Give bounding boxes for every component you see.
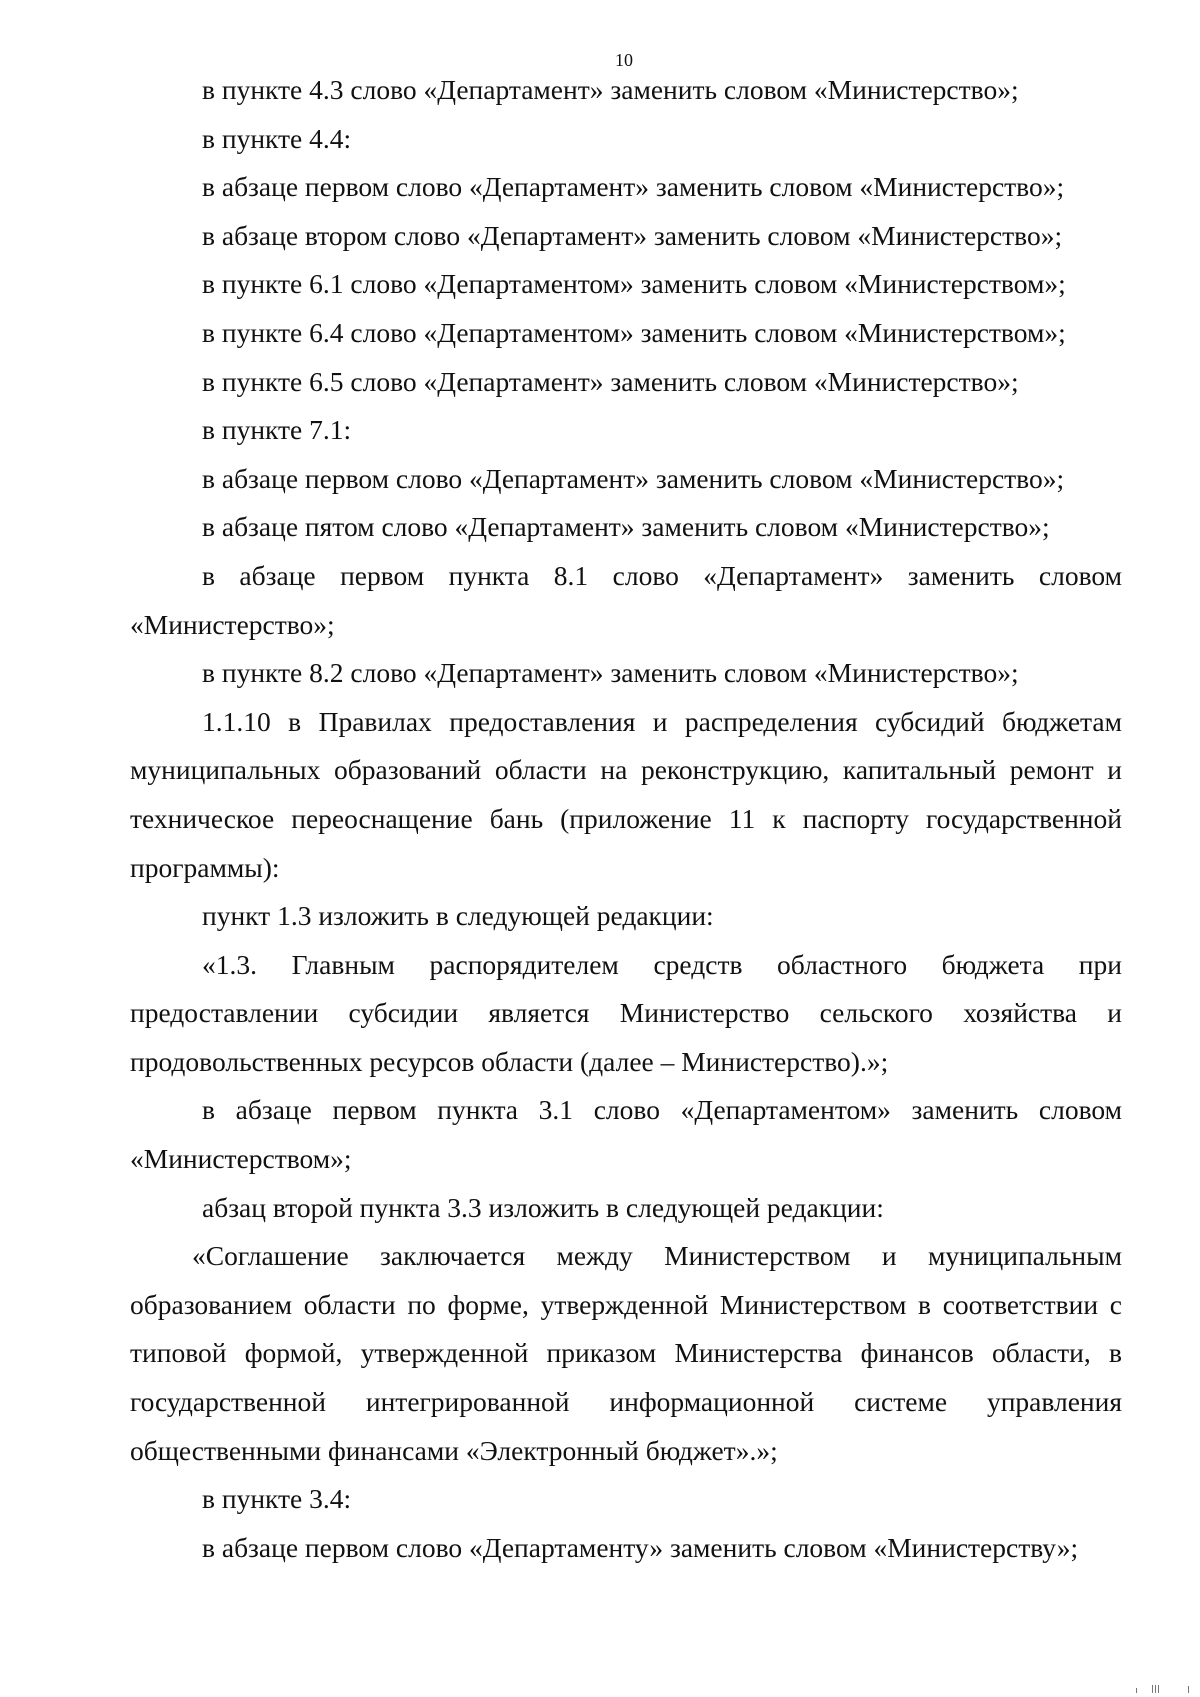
paragraph-3: в абзаце первом слово «Департамент» заменить словом «Министерство»; — [202, 171, 1065, 203]
paragraph-15: «1.3. Главным распорядителем средств областного бюджета при предоставлении субсидии является Министерство сельского хозяйства и продовольственных ресурсов области (далее – Министерство).»; — [130, 948, 1122, 1077]
paragraph-20: в абзаце первом слово «Департаменту» заменить словом «Министерству»; — [202, 1531, 1079, 1563]
paragraph-17: абзац второй пункта 3.3 изложить в следующей редакции: — [202, 1191, 884, 1223]
paragraph-9: в абзаце первом слово «Департамент» заменить словом «Министерство»; — [202, 462, 1065, 494]
page-number: 10 — [615, 50, 633, 70]
paragraph-18: «Соглашение заключается между Министерством и муниципальным образованием области по форме, утвержденной Министерством в соответствии с типовой формой, утвержденной приказом Министерства финансов области, в государственной интегрированной информационной системе управления общественными финансами «Электронный бюджет».»; — [130, 1240, 1122, 1466]
paragraph-10: в абзаце пятом слово «Департамент» заменить словом «Министерство»; — [202, 511, 1050, 543]
paragraph-11: в абзаце первом пункта 8.1 слово «Департамент» заменить словом «Министерство»; — [130, 559, 1122, 640]
paragraph-2: в пункте 4.4: — [202, 122, 352, 154]
paragraph-8: в пункте 7.1: — [202, 414, 352, 446]
paragraph-7: в пункте 6.5 слово «Департамент» заменить словом «Министерство»; — [202, 365, 1019, 397]
document-body — [130, 66, 1122, 1572]
paragraph-4: в абзаце втором слово «Департамент» заменить словом «Министерство»; — [202, 219, 1063, 251]
paragraph-14: пункт 1.3 изложить в следующей редакции: — [202, 900, 714, 932]
paragraph-5: в пункте 6.1 слово «Департаментом» заменить словом «Министерством»; — [202, 268, 1066, 300]
paragraph-12: в пункте 8.2 слово «Департамент» заменить словом «Министерство»; — [202, 657, 1019, 689]
paragraph-16: в абзаце первом пункта 3.1 слово «Департаментом» заменить словом «Министерством»; — [130, 1094, 1122, 1175]
paragraph-13: 1.1.10 в Правилах предоставления и распределения субсидий бюджетам муниципальных образований области на реконструкцию, капитальный ремонт и техническое переоснащение бань (приложение 11 к паспорту государственной программы): — [130, 705, 1122, 883]
scan-artifact-marks — [1134, 1683, 1194, 1693]
paragraph-6: в пункте 6.4 слово «Департаментом» заменить словом «Министерством»; — [202, 316, 1066, 348]
paragraph-1: в пункте 4.3 слово «Департамент» заменить словом «Министерство»; — [202, 74, 1019, 105]
paragraph-19: в пункте 3.4: — [202, 1483, 352, 1515]
